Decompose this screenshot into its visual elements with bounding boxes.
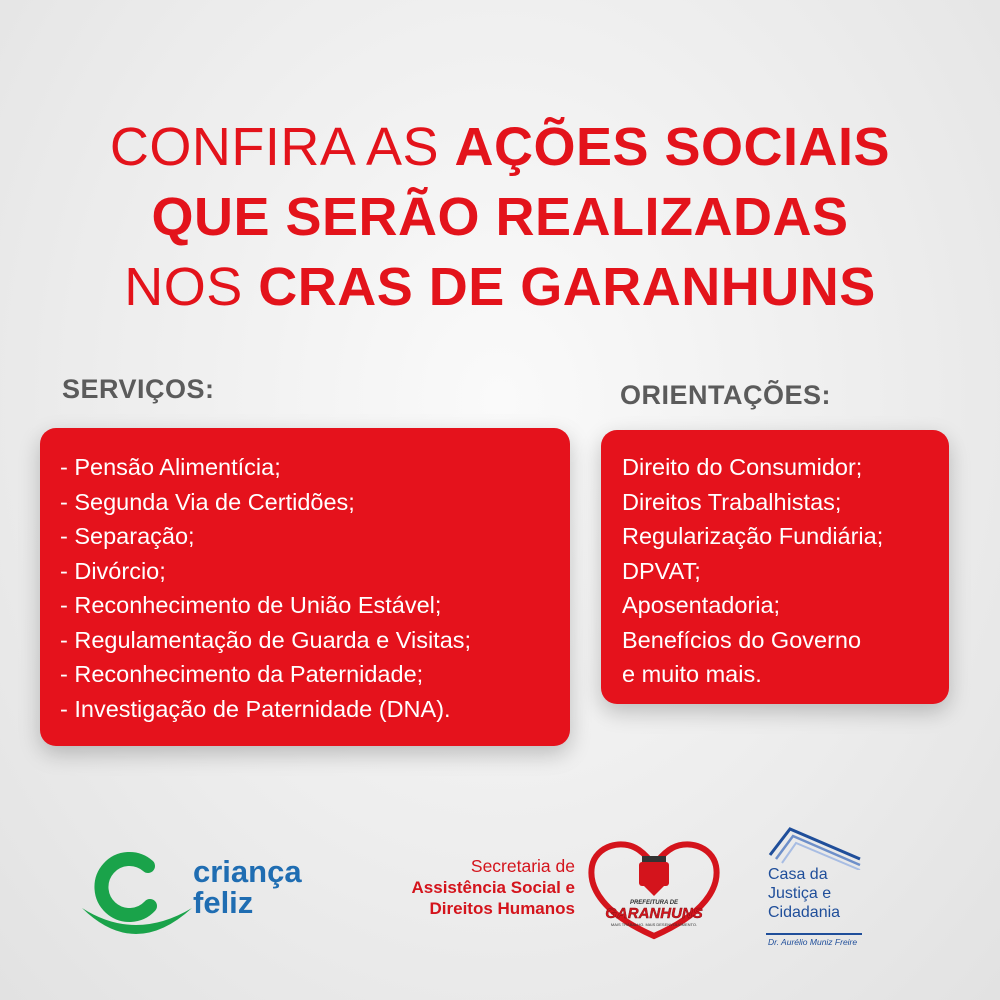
orientacoes-item: e muito mais.	[622, 661, 762, 687]
headline-line-3-bold: CRAS DE GARANHUNS	[258, 257, 876, 317]
crianca-feliz-text	[193, 856, 302, 918]
secretaria-line-1: Secretaria de	[470, 856, 575, 876]
casa-justica-subtitle: Dr. Aurélio Muniz Freire	[768, 937, 858, 947]
servicos-card	[40, 428, 570, 746]
servicos-item: - Investigação de Paternidade (DNA).	[60, 695, 451, 722]
crianca-feliz-line-2: feliz	[193, 885, 254, 920]
headline-line-3	[0, 252, 1000, 322]
headline-line-2-bold: QUE SERÃO REALIZADAS	[151, 187, 849, 247]
orientacoes-item: Aposentadoria;	[622, 592, 781, 618]
prefeitura-line-2: GARANHUNS	[605, 905, 703, 922]
orientacoes-item: Benefícios do Governo	[622, 626, 862, 653]
headline-line-1	[0, 112, 1000, 182]
servicos-item: - Separação;	[60, 523, 195, 549]
servicos-title: SERVIÇOS:	[62, 374, 215, 404]
servicos-item: - Pensão Alimentícia;	[60, 454, 281, 480]
casa-justica-logo	[760, 825, 870, 955]
casa-justica-roof-icon	[760, 825, 870, 870]
crianca-feliz-line-1: criança	[193, 854, 302, 889]
servicos-item: - Divórcio;	[60, 557, 166, 584]
crianca-feliz-icon	[80, 850, 200, 950]
headline-line-3-light: NOS	[124, 257, 259, 317]
servicos-item: - Segunda Via de Certidões;	[60, 488, 355, 515]
crianca-feliz-logo	[80, 850, 330, 950]
secretaria-logo	[360, 856, 575, 919]
casa-justica-line-3: Cidadania	[768, 904, 841, 921]
orientacoes-item: Direitos Trabalhistas;	[622, 488, 842, 515]
casa-justica-line-2: Justiça e	[768, 885, 832, 902]
servicos-list	[60, 450, 570, 726]
servicos-item: - Reconhecimento da Paternidade;	[60, 661, 424, 687]
casa-justica-divider	[766, 933, 862, 935]
servicos-item: - Reconhecimento de União Estável;	[60, 592, 442, 618]
orientacoes-list	[622, 450, 949, 692]
headline-line-2	[0, 182, 1000, 252]
casa-justica-text	[768, 865, 840, 922]
orientacoes-item: DPVAT;	[622, 557, 701, 584]
prefeitura-garanhuns-logo	[584, 836, 724, 946]
footer-logos	[0, 820, 1000, 960]
prefeitura-line-1: PREFEITURA DE	[629, 900, 679, 906]
secretaria-line-2: Assistência Social e	[411, 878, 575, 897]
headline	[0, 112, 1000, 322]
orientacoes-item: Direito do Consumidor;	[622, 454, 863, 480]
secretaria-line-3: Direitos Humanos	[429, 899, 575, 918]
headline-line-1-light: CONFIRA AS	[109, 117, 455, 177]
prefeitura-heart-emblem	[584, 836, 724, 946]
orientacoes-item: Regularização Fundiária;	[622, 523, 884, 549]
orientacoes-card	[601, 430, 949, 704]
casa-justica-line-1: Casa da	[768, 866, 828, 883]
servicos-item: - Regulamentação de Guarda e Visitas;	[60, 626, 472, 653]
prefeitura-tagline: MAIS TRABALHO. MAIS DESENVOLVIMENTO.	[610, 922, 698, 927]
headline-line-1-bold: AÇÕES SOCIAIS	[454, 117, 891, 177]
orientacoes-title: ORIENTAÇÕES:	[620, 380, 832, 410]
